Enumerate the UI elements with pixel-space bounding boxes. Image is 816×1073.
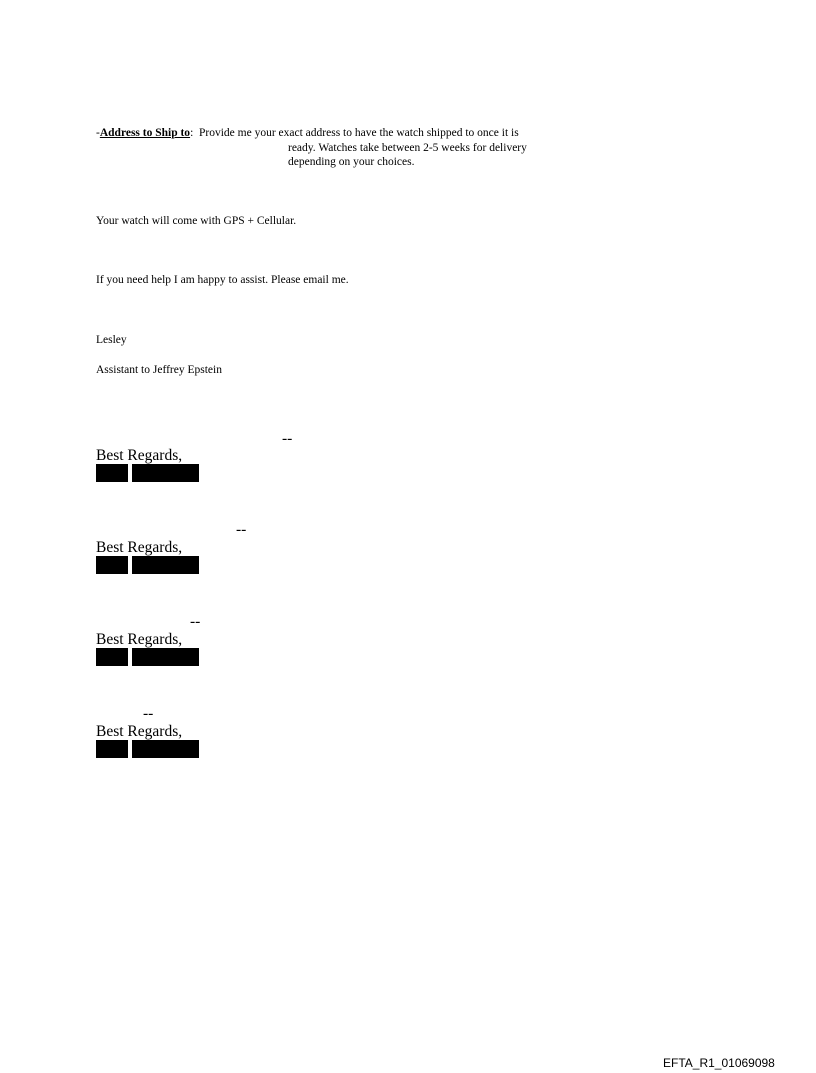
redaction-block bbox=[132, 464, 199, 482]
gps-cellular-line: Your watch will come with GPS + Cellular. bbox=[96, 215, 297, 227]
address-line-1 bbox=[96, 126, 519, 140]
signature-dashes-1: -- bbox=[282, 430, 293, 447]
signature-regards-4: Best Regards, bbox=[96, 723, 183, 740]
redaction-block bbox=[132, 556, 199, 574]
redaction-block bbox=[96, 556, 128, 574]
redaction-block bbox=[96, 648, 128, 666]
signature-dashes-3: -- bbox=[190, 613, 201, 630]
signer-name: Lesley bbox=[96, 334, 127, 346]
signature-regards-3: Best Regards, bbox=[96, 631, 183, 648]
address-prefix: - bbox=[96, 127, 100, 139]
address-text-line-3: depending on your choices. bbox=[288, 156, 415, 168]
document-id: EFTA_R1_01069098 bbox=[663, 1056, 775, 1070]
redaction-block bbox=[132, 740, 199, 758]
address-text-line-2: ready. Watches take between 2-5 weeks for delivery bbox=[288, 142, 527, 154]
signature-dashes-4: -- bbox=[143, 705, 154, 722]
signature-regards-1: Best Regards, bbox=[96, 447, 183, 464]
address-colon: : bbox=[190, 127, 194, 139]
address-label: Address to Ship to bbox=[99, 127, 191, 139]
address-text-line-1: Provide me your exact address to have the watch shipped to once it is bbox=[199, 127, 519, 139]
signature-dashes-2: -- bbox=[236, 521, 247, 538]
signer-title: Assistant to Jeffrey Epstein bbox=[96, 364, 222, 376]
signature-regards-2: Best Regards, bbox=[96, 539, 183, 556]
redaction-block bbox=[132, 648, 199, 666]
help-line: If you need help I am happy to assist. Please email me. bbox=[96, 274, 349, 286]
redaction-block bbox=[96, 464, 128, 482]
redaction-block bbox=[96, 740, 128, 758]
